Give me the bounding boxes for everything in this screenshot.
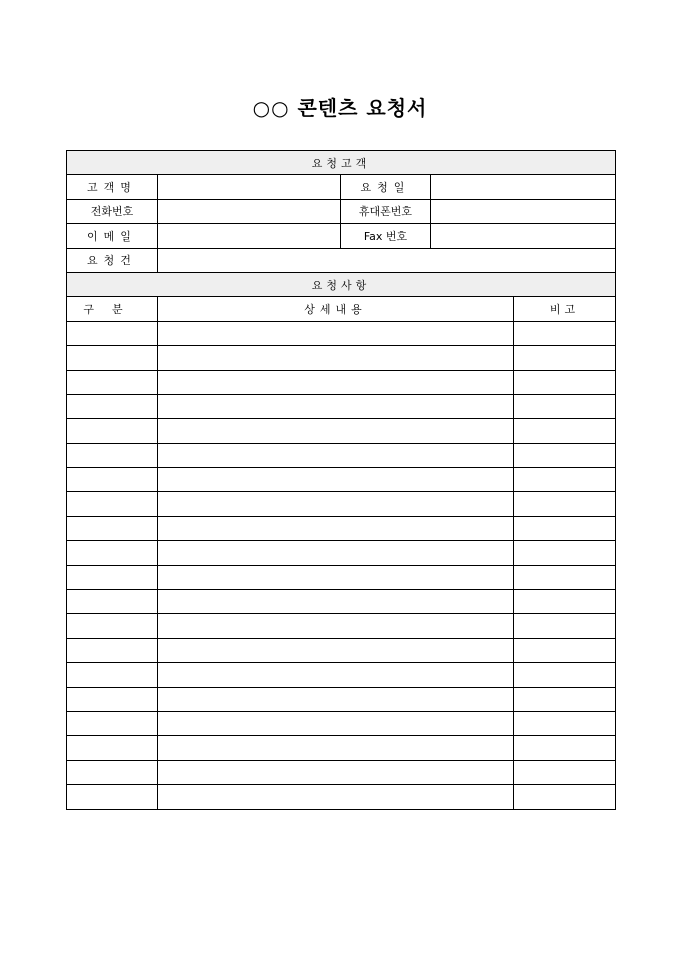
row-detail-cell[interactable] (158, 736, 514, 760)
page-title: ○○ 콘텐츠 요청서 (252, 96, 428, 120)
row-category-cell[interactable] (67, 663, 158, 687)
row-note-cell[interactable] (514, 370, 616, 394)
row-note-cell[interactable] (514, 394, 616, 418)
row-detail-cell[interactable] (158, 443, 514, 467)
mobile-field[interactable] (431, 199, 616, 223)
row-category-cell[interactable] (67, 419, 158, 443)
row-category-cell[interactable] (67, 760, 158, 784)
row-category-cell[interactable] (67, 711, 158, 735)
customer-section-header-row (67, 151, 616, 175)
category-column-header: 구분 (67, 297, 158, 321)
row-category-cell[interactable] (67, 370, 158, 394)
row-detail-cell[interactable] (158, 370, 514, 394)
row-detail-cell[interactable] (158, 785, 514, 809)
row-note-cell[interactable] (514, 321, 616, 345)
phone-label: 전화번호 (67, 199, 158, 223)
subject-label: 요청건 (67, 248, 158, 272)
row-category-cell[interactable] (67, 590, 158, 614)
row-category-cell[interactable] (67, 492, 158, 516)
email-label: 이메일 (67, 224, 158, 248)
table-row (67, 541, 616, 565)
row-category-cell[interactable] (67, 541, 158, 565)
table-row (67, 565, 616, 589)
row-note-cell[interactable] (514, 687, 616, 711)
row-category-cell[interactable] (67, 516, 158, 540)
row-category-cell[interactable] (67, 443, 158, 467)
row-category-cell[interactable] (67, 687, 158, 711)
row-category-cell[interactable] (67, 394, 158, 418)
customer-section-heading: 요청고객 (67, 151, 616, 175)
fax-field[interactable] (431, 224, 616, 248)
row-note-cell[interactable] (514, 492, 616, 516)
row-category-cell[interactable] (67, 321, 158, 345)
row-note-cell[interactable] (514, 419, 616, 443)
row-note-cell[interactable] (514, 785, 616, 809)
table-row (67, 736, 616, 760)
customer-row-subject (67, 248, 616, 272)
row-detail-cell[interactable] (158, 638, 514, 662)
row-detail-cell[interactable] (158, 687, 514, 711)
request-form-table (66, 150, 616, 810)
table-row (67, 614, 616, 638)
row-note-cell[interactable] (514, 346, 616, 370)
row-category-cell[interactable] (67, 468, 158, 492)
table-row (67, 321, 616, 345)
request-date-field[interactable] (431, 175, 616, 199)
row-detail-cell[interactable] (158, 468, 514, 492)
row-category-cell[interactable] (67, 638, 158, 662)
row-detail-cell[interactable] (158, 663, 514, 687)
customer-name-label: 고객명 (67, 175, 158, 199)
table-row (67, 394, 616, 418)
row-note-cell[interactable] (514, 541, 616, 565)
request-column-header-row (67, 297, 616, 321)
note-column-header: 비고 (514, 297, 616, 321)
table-row (67, 370, 616, 394)
request-section-header-row (67, 272, 616, 296)
table-row (67, 687, 616, 711)
row-note-cell[interactable] (514, 468, 616, 492)
table-row (67, 346, 616, 370)
row-detail-cell[interactable] (158, 614, 514, 638)
customer-row-phone (67, 199, 616, 223)
detail-column-header: 상세내용 (158, 297, 514, 321)
row-category-cell[interactable] (67, 614, 158, 638)
row-detail-cell[interactable] (158, 711, 514, 735)
row-category-cell[interactable] (67, 736, 158, 760)
row-detail-cell[interactable] (158, 760, 514, 784)
row-category-cell[interactable] (67, 565, 158, 589)
row-category-cell[interactable] (67, 785, 158, 809)
table-row (67, 638, 616, 662)
subject-field[interactable] (158, 248, 616, 272)
customer-row-email (67, 224, 616, 248)
row-note-cell[interactable] (514, 590, 616, 614)
row-detail-cell[interactable] (158, 419, 514, 443)
row-detail-cell[interactable] (158, 516, 514, 540)
row-note-cell[interactable] (514, 663, 616, 687)
table-row (67, 443, 616, 467)
row-detail-cell[interactable] (158, 394, 514, 418)
row-note-cell[interactable] (514, 638, 616, 662)
customer-name-field[interactable] (158, 175, 341, 199)
table-row (67, 711, 616, 735)
row-note-cell[interactable] (514, 711, 616, 735)
table-row (67, 516, 616, 540)
fax-label: Fax 번호 (341, 224, 431, 248)
customer-row-name (67, 175, 616, 199)
row-note-cell[interactable] (514, 443, 616, 467)
row-note-cell[interactable] (514, 565, 616, 589)
table-row (67, 785, 616, 809)
row-detail-cell[interactable] (158, 321, 514, 345)
row-detail-cell[interactable] (158, 346, 514, 370)
row-note-cell[interactable] (514, 614, 616, 638)
row-category-cell[interactable] (67, 346, 158, 370)
row-note-cell[interactable] (514, 760, 616, 784)
table-row (67, 663, 616, 687)
row-detail-cell[interactable] (158, 590, 514, 614)
table-row (67, 590, 616, 614)
table-row (67, 492, 616, 516)
table-row (67, 760, 616, 784)
phone-field[interactable] (158, 199, 341, 223)
mobile-label: 휴대폰번호 (341, 199, 431, 223)
request-section-heading: 요청사항 (67, 272, 616, 296)
row-note-cell[interactable] (514, 516, 616, 540)
table-row (67, 419, 616, 443)
row-note-cell[interactable] (514, 736, 616, 760)
email-field[interactable] (158, 224, 341, 248)
request-date-label: 요청일 (341, 175, 431, 199)
table-row (67, 468, 616, 492)
row-detail-cell[interactable] (158, 541, 514, 565)
row-detail-cell[interactable] (158, 565, 514, 589)
row-detail-cell[interactable] (158, 492, 514, 516)
